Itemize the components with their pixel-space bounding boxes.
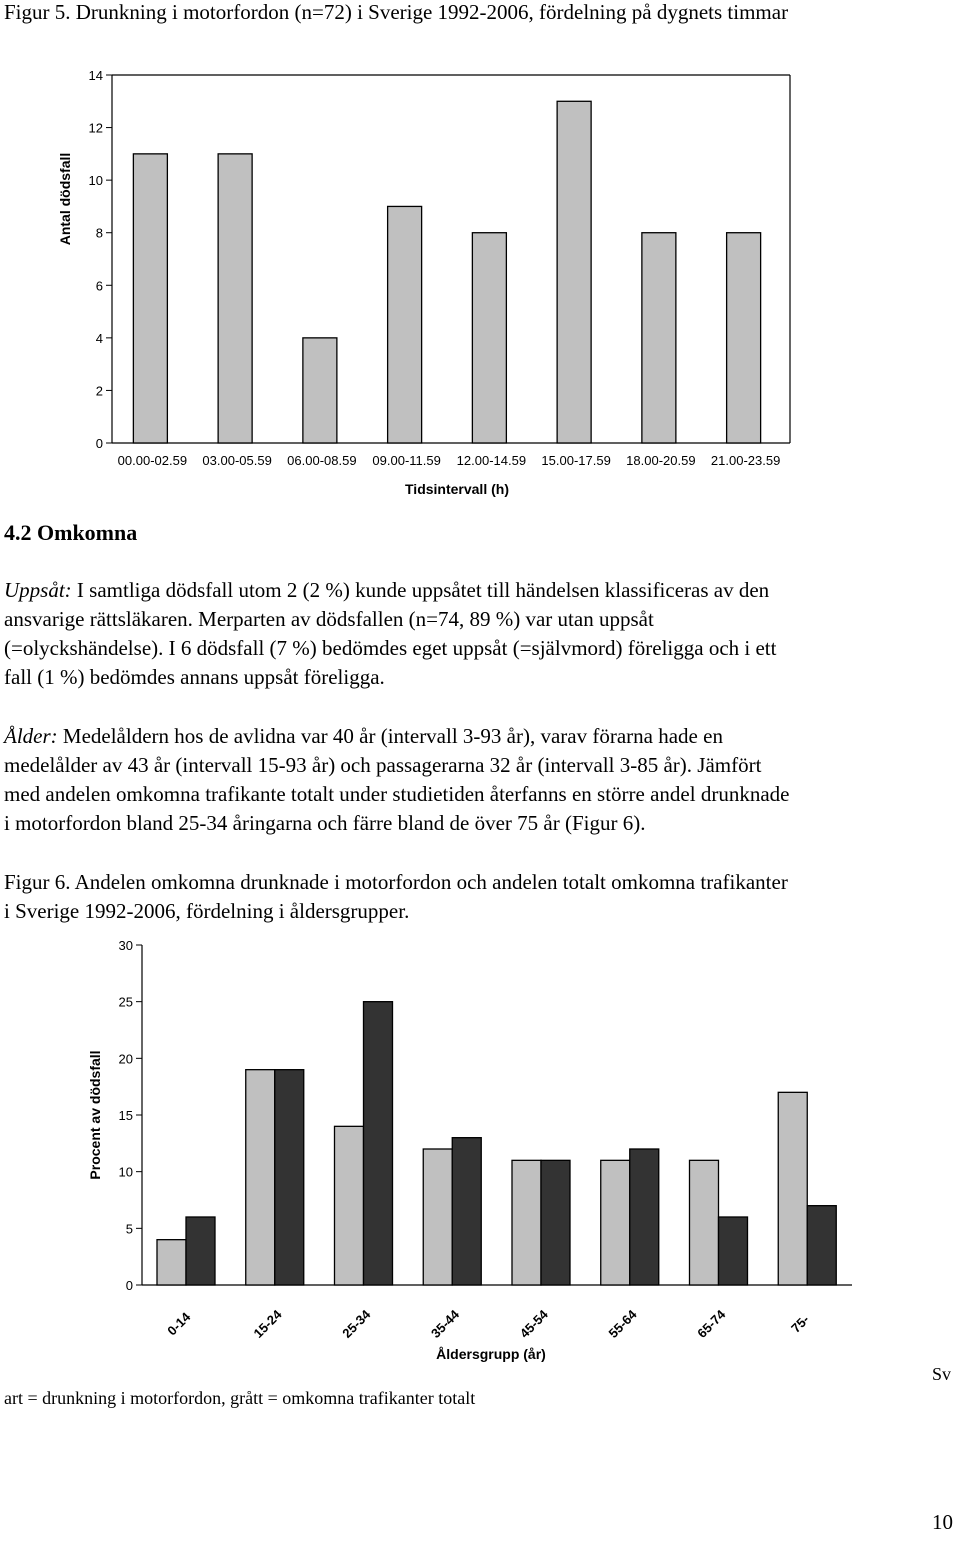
y-tick-label: 8 [95,225,103,241]
y-tick-label: 20 [118,1051,133,1067]
bar-15.00-17.59 [557,101,591,443]
bar-06.00-08.59 [303,338,337,443]
y-tick-label: 0 [125,1278,133,1293]
x-tick-label: 35-44 [428,1306,463,1341]
y-tick-label: 14 [88,68,103,83]
bar-0-14-series-1 [157,1240,186,1285]
bar-12.00-14.59 [472,233,506,443]
y-tick-label: 0 [95,436,103,451]
page-number: 10 [932,1510,953,1534]
x-axis-title: Åldersgrupp (år) [436,1346,546,1362]
x-tick-label: 65-74 [694,1306,729,1341]
x-tick-label: 0-14 [164,1309,194,1339]
y-tick-label: 4 [95,330,103,346]
bar-45-54-series-2 [541,1160,570,1285]
alder-label: Ålder: [4,724,58,748]
uppsat-line-2: ansvarige rättsläkaren. Merparten av dödsfallen (n=74, 89 %) var utan uppsåt [4,607,654,631]
figure5-chart [0,60,960,510]
alder-line-4: i motorfordon bland 25-34 åringarna och färre bland de över 75 år (Figur 6). [4,811,646,835]
x-tick-label: 15.00-17.59 [541,453,611,468]
uppsat-label: Uppsåt: [4,578,72,602]
bar-09.00-11.59 [388,206,422,443]
x-tick-label: 06.00-08.59 [287,453,357,468]
y-tick-label: 12 [88,120,103,136]
bar-18.00-20.59 [642,233,676,443]
figure5-caption: Figur 5. Drunkning i motorfordon (n=72) i Sverige 1992-2006, fördelning på dygnets timmar [4,0,789,24]
x-tick-label: 18.00-20.59 [626,453,696,468]
bar-03.00-05.59 [218,154,252,443]
y-tick-label: 10 [118,1164,133,1180]
bar-21.00-23.59 [727,233,761,443]
x-tick-label: 55-64 [605,1306,640,1341]
bar-15-24-series-1 [246,1070,275,1285]
bar-25-34-series-2 [364,1002,393,1285]
figure6-chart [0,930,960,1370]
bar-65-74-series-1 [690,1160,719,1285]
y-tick-label: 10 [88,173,103,189]
bar-35-44-series-1 [423,1149,452,1285]
y-tick-label: 5 [125,1221,133,1237]
alder-line-2: medelålder av 43 år (intervall 15-93 år) och passagerarna 32 år (intervall 3-85 år). Jämfört [4,753,762,777]
x-tick-label: 21.00-23.59 [710,453,781,468]
x-tick-label: 25-34 [339,1306,374,1341]
y-tick-label: 2 [95,383,103,399]
y-tick-label: 30 [118,938,133,953]
bar-75--series-1 [778,1092,807,1285]
section-heading: 4.2 Omkomna [4,520,138,545]
x-tick-label: 12.00-14.59 [456,453,527,468]
bar-00.00-02.59 [133,154,167,443]
x-tick-label: 09.00-11.59 [372,453,441,468]
x-axis-title: Tidsintervall (h) [405,481,509,497]
figure6-caption-line-1: Figur 6. Andelen omkomna drunknade i motorfordon och andelen totalt omkomna trafikanter [4,870,788,894]
bar-45-54-series-1 [512,1160,541,1285]
bar-0-14-series-2 [186,1217,215,1285]
x-tick-label: 03.00-05.59 [202,453,272,468]
alder-paragraph [4,722,789,838]
bar-55-64-series-2 [630,1149,659,1285]
uppsat-line-3: (=olyckshändelse). I 6 dödsfall (7 %) bedömdes eget uppsåt (=självmord) föreligga och i ett [4,636,777,660]
figure6-caption-line-2: i Sverige 1992-2006, fördelning i åldersgrupper. [4,899,410,923]
bar-35-44-series-2 [452,1138,481,1285]
bar-55-64-series-1 [601,1160,630,1285]
y-tick-label: 25 [118,994,133,1010]
x-tick-label: 45-54 [516,1306,551,1341]
y-tick-label: 15 [118,1108,133,1123]
uppsat-paragraph [4,576,776,692]
x-tick-label: 75- [788,1311,813,1336]
x-tick-label: 15-24 [250,1306,285,1341]
uppsat-line-4: fall (1 %) bedömdes annans uppsåt föreligga. [4,665,385,689]
legend-note: art = drunkning i motorfordon, grått = omkomna trafikanter totalt [4,1388,476,1408]
uppsat-line-1: Uppsåt: I samtliga dödsfall utom 2 (2 %) kunde uppsåtet till händelsen klassificeras av den [4,578,770,602]
x-tick-label: 00.00-02.59 [117,453,188,468]
bar-25-34-series-1 [335,1126,364,1285]
alder-line-1: Ålder: Medelåldern hos de avlidna var 40 år (intervall 3-93 år), varav förarna hade en [4,724,723,748]
bar-65-74-series-2 [719,1217,748,1285]
y-axis-title: Procent av dödsfall [87,1050,103,1180]
y-axis-title: Antal dödsfall [57,152,73,246]
figure6-caption [4,868,788,926]
bar-75--series-2 [807,1206,836,1285]
side-note: Sv [932,1364,952,1384]
y-tick-label: 6 [95,278,103,294]
bar-15-24-series-2 [275,1070,304,1285]
alder-line-3: med andelen omkomna trafikante totalt under studietiden återfanns en större andel drunknade [4,782,790,806]
